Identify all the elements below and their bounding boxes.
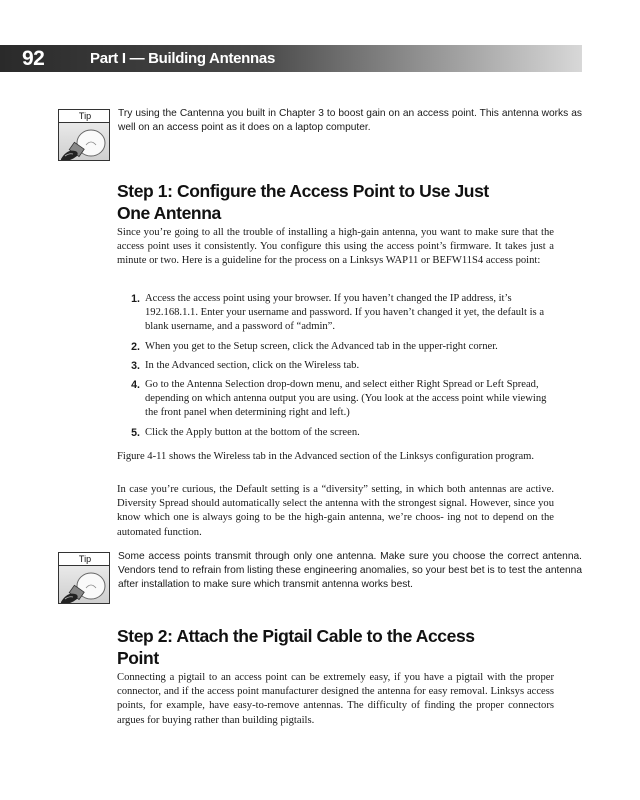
step-number: 3. — [131, 359, 140, 372]
heading-line: Step 2: Attach the Pigtail Cable to the Access — [117, 626, 475, 646]
tip-label: Tip — [59, 110, 110, 123]
figure-paragraph: Figure 4-11 shows the Wireless tab in the Advanced section of the Linksys configuration program. — [117, 451, 535, 462]
pigtail-paragraph: Connecting a pigtail to an access point can be extremely easy, if you have a pigtail with the proper connector, and if the access point manufacturer designed the antenna for easy removal. Linksys access points, for example, have easy-to-remove antennas. The difficulty of finding the proper connectors argues for buying rather than building pigtails. — [117, 672, 554, 726]
step-text: Go to the Antenna Selection drop-down menu, and select either Right Spread or Left Spread, depending on which antenna output you are using. (You look at the access point while viewing the front panel when determining right and left.) — [145, 379, 547, 419]
intro-paragraph: Since you’re going to all the trouble of installing a high-gain antenna, you want to make sure that the access point uses it consistently. You configure this using the access point’s firmware. It takes just a minute or two. Here is a guideline for the process on a Linksys WAP11 or BEFW11S4 access point: — [117, 227, 554, 267]
heading-line: Step 1: Configure the Access Point to Use Just — [117, 181, 489, 201]
list-item — [117, 378, 554, 421]
running-header — [0, 45, 582, 72]
step-text: Access the access point using your browser. If you haven’t changed the IP address, it’s 192.168.1.1. Enter your username and password. If you haven’t changed it yet, the default is a blank username, and a password of “admin”. — [145, 293, 545, 333]
tip-box — [58, 551, 582, 604]
section-heading — [117, 625, 517, 669]
step-text: When you get to the Setup screen, click the Advanced tab in the upper-right corner. — [145, 340, 498, 352]
numbered-steps — [117, 292, 554, 445]
step-text: In the Advanced section, click on the Wireless tab. — [145, 359, 360, 371]
step-number: 2. — [131, 340, 140, 353]
heading-line: Point — [117, 648, 159, 668]
chapter-title: Part I — Building Antennas — [90, 50, 275, 67]
page-number: 92 — [22, 46, 45, 70]
section-heading — [117, 180, 517, 224]
tip-text: Try using the Cantenna you built in Chapter 3 to boost gain on an access point. This antenna works as well on an access point as it does on a laptop computer. — [118, 108, 582, 133]
list-item — [117, 359, 554, 373]
step-number: 5. — [131, 426, 140, 439]
lightbulb-icon — [58, 552, 110, 604]
tip-label: Tip — [59, 553, 110, 566]
tip-text: Some access points transmit through only one antenna. Make sure you choose the correct antenna. Vendors tend to refrain from listing these engineering anomalies, so your best bet is to test the antenna after installation to make sure which transmit antenna works best. — [118, 551, 582, 590]
diversity-paragraph: In case you’re curious, the Default setting is a “diversity” setting, in which both antennas are active. Diversity Spread should automatically select the antenna with the strongest signal. However, since you know which one is always going to be the high-gain antenna, we’re choos- ing not to depend on the automated function. — [117, 484, 554, 538]
list-item — [117, 426, 554, 440]
list-item — [117, 292, 554, 335]
tip-box — [58, 108, 582, 161]
step-text: Click the Apply button at the bottom of the screen. — [145, 426, 360, 438]
lightbulb-icon — [58, 109, 110, 161]
list-item — [117, 340, 554, 354]
step-number: 4. — [131, 379, 140, 392]
step-number: 1. — [131, 293, 140, 305]
heading-line: One Antenna — [117, 203, 221, 223]
